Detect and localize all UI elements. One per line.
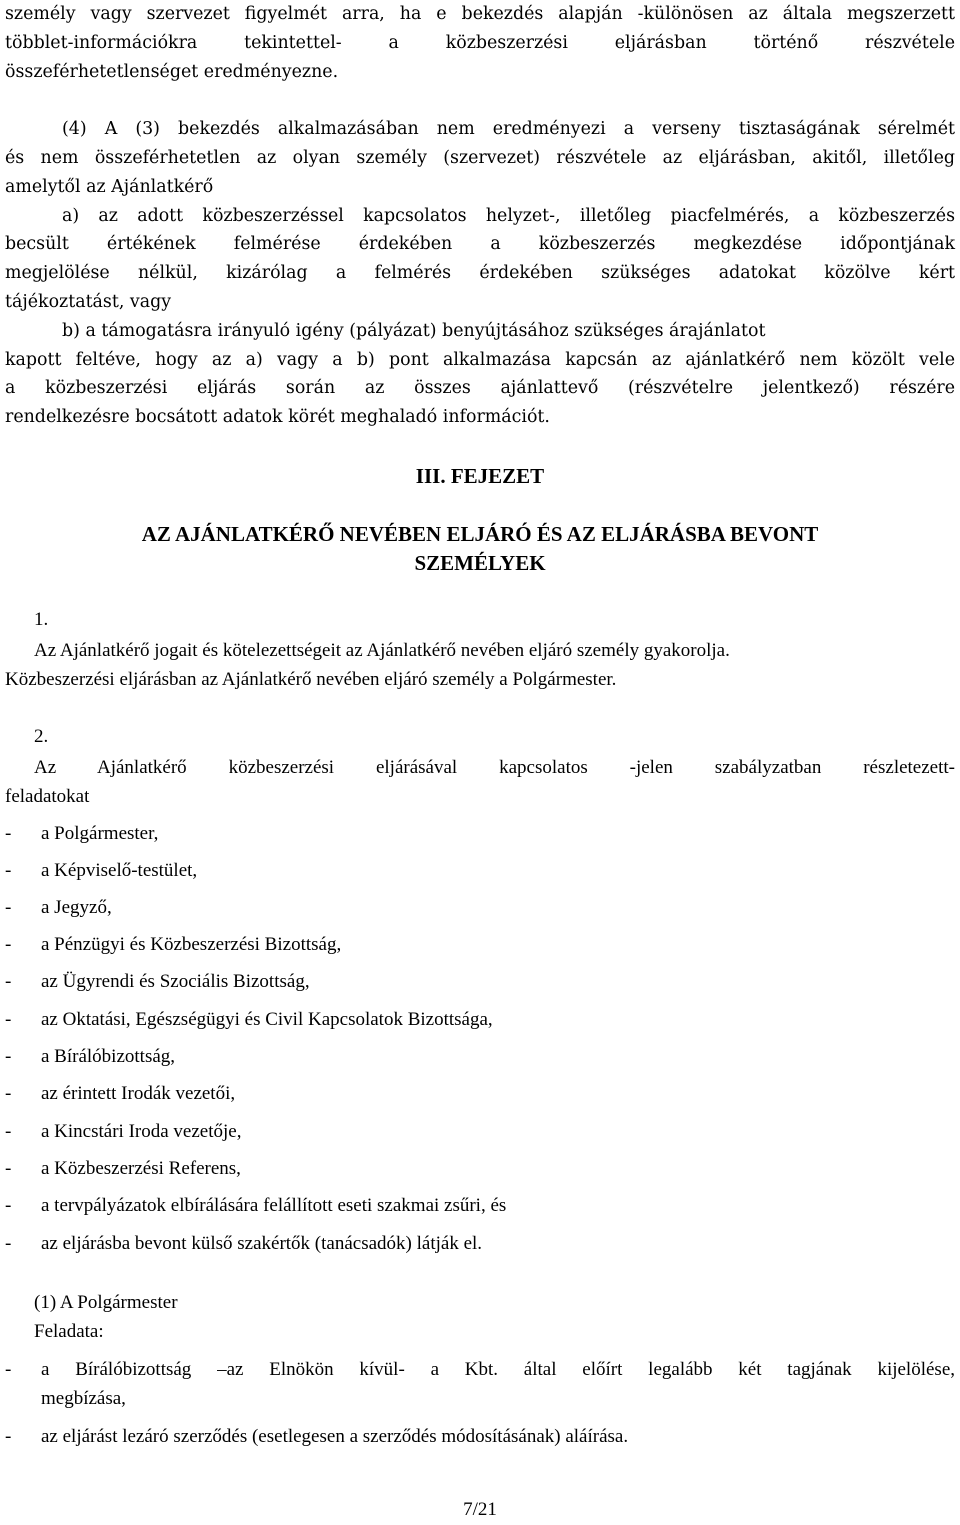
- list-dash: -: [5, 1233, 12, 1254]
- para4-line-3: amelytől az Ajánlatkérő: [5, 176, 214, 197]
- page-number: 7/21: [463, 1499, 497, 1520]
- list-item: az Oktatási, Egészségügyi és Civil Kapcsolatok Bizottsága,: [41, 1009, 493, 1030]
- intro-line-1: személy vagy szervezet figyelmét arra, ha e bekezdés alapján -különösen az általa megszerzett: [5, 4, 955, 24]
- mayor-duty-1-line-1: a Bírálóbizottság –az Elnökön kívül- a Kbt. által előírt legalább két tagjának kijelölése,: [41, 1359, 955, 1380]
- list-item: a Jegyző,: [41, 897, 112, 918]
- chapter-title-line-1: AZ AJÁNLATKÉRŐ NEVÉBEN ELJÁRÓ ÉS AZ ELJÁRÁSBA BEVONT: [141, 522, 819, 546]
- section-2-line-1: Az Ajánlatkérő közbeszerzési eljárásával kapcsolatos -jelen szabályzatban részletezett-: [34, 757, 955, 778]
- list-dash: -: [5, 823, 12, 844]
- section-1-number: 1.: [34, 609, 49, 630]
- list-dash: -: [5, 971, 12, 992]
- section-1-line-1: Az Ajánlatkérő jogait és kötelezettségeit az Ajánlatkérő nevében eljáró személy gyakorolja.: [34, 640, 730, 661]
- item-a-line-2: becsült értékének felmérése érdekében a közbeszerzés megkezdése időpontjának: [5, 234, 955, 255]
- mayor-duty-1-line-2: megbízása,: [41, 1388, 126, 1409]
- item-a-line-4: tájékoztatást, vagy: [5, 292, 172, 312]
- list-item: a Polgármester,: [41, 823, 159, 844]
- para4-line-1: (4) A (3) bekezdés alkalmazásában nem eredményezi a verseny tisztaságának sérelmét: [62, 119, 955, 139]
- list-item: az Ügyrendi és Szociális Bizottság,: [41, 971, 310, 992]
- closing-line-2: a közbeszerzési eljárás során az összes ajánlattevő (részvételre jelentkező) részére: [5, 378, 955, 399]
- list-item: a Bírálóbizottság,: [41, 1046, 176, 1067]
- list-dash: -: [5, 1046, 12, 1067]
- list-dash: -: [5, 860, 12, 881]
- list-dash: -: [5, 1195, 12, 1216]
- list-item: a tervpályázatok elbírálására felállított eseti szakmai zsűri, és: [41, 1195, 507, 1216]
- item-a-line-1: a) az adott közbeszerzéssel kapcsolatos helyzet-, illetőleg piacfelmérés, a közbeszerzés: [62, 205, 955, 226]
- list-dash: -: [5, 1121, 12, 1142]
- list-item: a Képviselő-testület,: [41, 860, 198, 881]
- list-dash: -: [5, 1083, 12, 1104]
- list-dash: -: [5, 1426, 12, 1447]
- list-dash: -: [5, 897, 12, 918]
- mayor-subheading: Feladata:: [34, 1321, 104, 1342]
- intro-line-3: összeférhetetlenséget eredményezne.: [5, 61, 339, 82]
- mayor-heading: (1) A Polgármester: [34, 1292, 178, 1313]
- para4-line-2: és nem összeférhetetlen az olyan személy (szervezet) részvétele az eljárásban, akitől, illetőleg: [5, 148, 955, 168]
- mayor-duty-2: az eljárást lezáró szerződés (esetlegesen a szerződés módosításának) aláírása.: [41, 1426, 629, 1447]
- list-item: az érintett Irodák vezetői,: [41, 1083, 236, 1104]
- closing-line-1: kapott feltéve, hogy az a) vagy a b) pont alkalmazása kapcsán az ajánlatkérő nem közölt vele: [5, 349, 955, 370]
- intro-line-2: többlet-információkra tekintettel- a közbeszerzési eljárásban történő részvétele: [5, 32, 955, 53]
- list-item: a Közbeszerzési Referens,: [41, 1158, 241, 1179]
- chapter-number: III. FEJEZET: [415, 464, 545, 488]
- list-item: a Kincstári Iroda vezetője,: [41, 1121, 242, 1142]
- item-a-line-3: megjelölése nélkül, kizárólag a felmérés érdekében szükséges adatokat közölve kért: [5, 263, 955, 284]
- list-dash: -: [5, 1158, 12, 1179]
- section-2-line-2: feladatokat: [5, 786, 90, 807]
- list-dash: -: [5, 934, 12, 955]
- list-item: az eljárásba bevont külső szakértők (tanácsadók) látják el.: [41, 1233, 483, 1254]
- section-1-line-2: Közbeszerzési eljárásban az Ajánlatkérő nevében eljáró személy a Polgármester.: [5, 669, 617, 690]
- item-b: b) a támogatásra irányuló igény (pályázat) benyújtásához szükséges árajánlatot: [62, 320, 766, 341]
- chapter-title-line-2: SZEMÉLYEK: [414, 551, 546, 575]
- list-dash: -: [5, 1359, 12, 1380]
- list-item: a Pénzügyi és Közbeszerzési Bizottság,: [41, 934, 342, 955]
- closing-line-3: rendelkezésre bocsátott adatok körét meghaladó információt.: [5, 407, 550, 428]
- section-2-number: 2.: [34, 726, 49, 747]
- list-dash: -: [5, 1009, 12, 1030]
